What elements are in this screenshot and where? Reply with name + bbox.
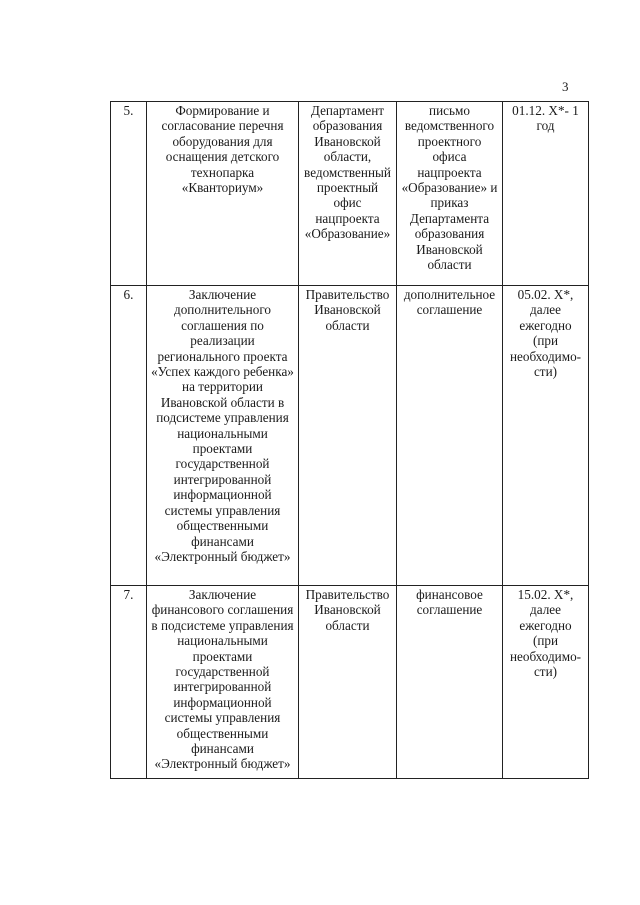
- action-line: на территории: [182, 379, 263, 395]
- responsible-cell: [299, 286, 397, 586]
- action-line: «Электронный бюджет»: [154, 548, 291, 564]
- action-line: общественными: [176, 518, 269, 534]
- document-line: ведомственного: [404, 118, 495, 134]
- action-line: государственной: [175, 664, 270, 680]
- deadline-line: (при: [532, 633, 559, 649]
- deadline-line: ежегодно: [519, 617, 572, 633]
- responsible-cell: [299, 586, 397, 779]
- responsible-line: офис: [333, 195, 362, 211]
- document-line: «Образование» и: [401, 180, 498, 196]
- action-line: дополнительного: [173, 302, 271, 318]
- document-cell: [397, 102, 503, 286]
- document-line: дополнительное: [403, 287, 496, 302]
- action-line: финансами: [191, 533, 254, 549]
- row-number: 6.: [111, 286, 147, 586]
- responsible-line: Департамент: [310, 103, 385, 118]
- responsible-line: Ивановской: [314, 302, 381, 318]
- action-line: технопарка: [190, 164, 255, 180]
- document-cell: [397, 586, 503, 779]
- document-line: соглашение: [416, 302, 483, 318]
- deadline-line: (при: [532, 333, 559, 349]
- document-line: соглашение: [416, 602, 483, 618]
- responsible-line: Правительство: [305, 287, 390, 302]
- deadline-line: год: [536, 118, 555, 134]
- responsible-cell: [299, 102, 397, 286]
- responsible-line: области: [325, 317, 370, 333]
- action-line: реализации: [190, 333, 255, 349]
- action-line: системы управления: [164, 502, 281, 518]
- document-line: образования: [414, 226, 485, 242]
- responsible-line: образования: [312, 118, 383, 134]
- responsible-line: Правительство: [305, 587, 390, 602]
- action-line: проектами: [192, 441, 253, 457]
- page-number: 3: [562, 79, 569, 94]
- action-line: Формирование и: [175, 103, 270, 118]
- action-line: проектами: [192, 648, 253, 664]
- responsible-line: ведомственный: [304, 164, 391, 180]
- action-line: подсистеме управления: [156, 410, 289, 426]
- responsible-line: нацпроекта: [315, 210, 380, 226]
- document-line: приказ: [430, 195, 469, 211]
- responsible-line: Ивановской: [314, 133, 381, 149]
- action-line: финансами: [191, 741, 254, 757]
- deadline-line: необходимо-: [509, 648, 582, 664]
- document-line: нацпроекта: [417, 164, 482, 180]
- deadline-line: далее: [530, 602, 561, 618]
- responsible-line: проектный: [316, 180, 379, 196]
- responsible-line: области: [325, 617, 370, 633]
- action-line: национальными: [177, 425, 268, 441]
- responsible-line: «Образование»: [304, 226, 391, 242]
- plan-table: [110, 101, 589, 779]
- action-line: соглашения по: [181, 317, 264, 333]
- deadline-line: необходимо-: [509, 348, 582, 364]
- deadline-cell: [503, 286, 589, 586]
- action-line: Заключение: [188, 287, 257, 302]
- document-line: финансовое: [416, 587, 483, 602]
- action-cell: [147, 102, 299, 286]
- action-line: интегрированной: [173, 471, 272, 487]
- action-line: согласование перечня: [161, 118, 284, 134]
- document-line: проектного: [417, 133, 482, 149]
- deadline-line: сти): [533, 664, 558, 680]
- deadline-line: 01.12. X*- 1: [512, 103, 579, 118]
- document-cell: [397, 286, 503, 586]
- action-line: государственной: [175, 456, 270, 472]
- row-number: 5.: [111, 102, 147, 286]
- deadline-line: сти): [533, 364, 558, 380]
- action-line: «Успех каждого ребенка»: [151, 364, 294, 380]
- action-line: в подсистеме управления: [151, 617, 294, 633]
- table-row: [111, 586, 589, 779]
- row-number: 7.: [111, 586, 147, 779]
- action-line: оснащения детского: [165, 149, 280, 165]
- action-line: оборудования для: [172, 133, 273, 149]
- action-line: «Кванториум»: [181, 180, 264, 196]
- action-line: общественными: [176, 725, 269, 741]
- deadline-line: 15.02. X*,: [517, 587, 574, 602]
- action-line: информационной: [173, 694, 272, 710]
- document-line: области: [427, 257, 472, 273]
- action-line: регионального проекта: [157, 348, 288, 364]
- action-cell: [147, 586, 299, 779]
- action-line: интегрированной: [173, 679, 272, 695]
- deadline-line: далее: [530, 302, 561, 318]
- deadline-cell: [503, 102, 589, 286]
- table-row: [111, 102, 589, 286]
- table-row: [111, 286, 589, 586]
- document-line: Департамента: [409, 210, 490, 226]
- action-line: финансового соглашения: [151, 602, 294, 618]
- responsible-line: области,: [323, 149, 372, 165]
- action-line: Заключение: [188, 587, 257, 602]
- action-line: «Электронный бюджет»: [154, 756, 291, 772]
- action-line: Ивановской области в: [160, 394, 285, 410]
- document-line: офиса: [432, 149, 467, 165]
- deadline-line: ежегодно: [519, 317, 572, 333]
- document-line: Ивановской: [416, 241, 483, 257]
- deadline-cell: [503, 586, 589, 779]
- action-cell: [147, 286, 299, 586]
- responsible-line: Ивановской: [314, 602, 381, 618]
- action-line: информационной: [173, 487, 272, 503]
- deadline-line: 05.02. X*,: [517, 287, 574, 302]
- action-line: национальными: [177, 633, 268, 649]
- document-line: письмо: [429, 103, 470, 118]
- action-line: системы управления: [164, 710, 281, 726]
